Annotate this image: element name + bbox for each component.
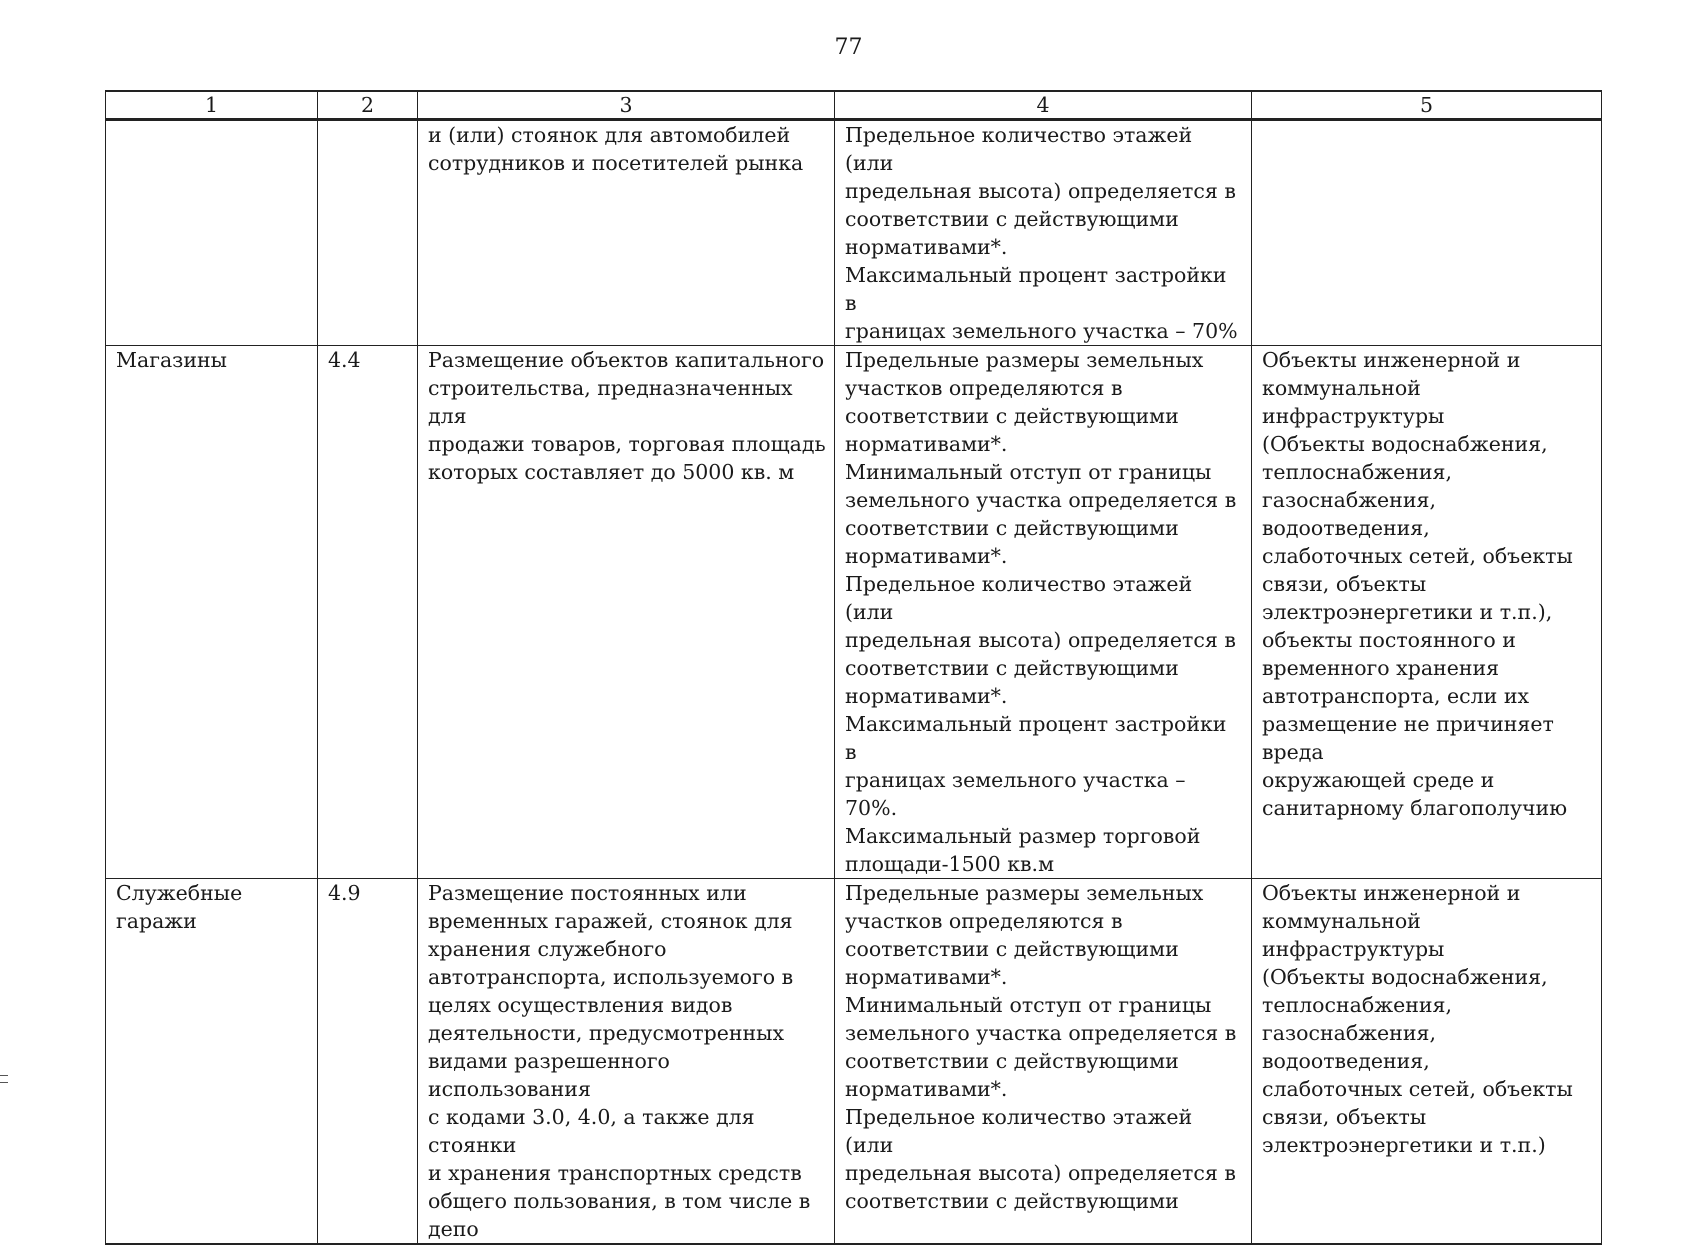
auxiliary-uses-cell [1252,120,1602,346]
parameters-cell: Предельные размеры земельных участков определяются в соответствии с действующими нормативами*. Минимальный отступ от границы земельного участка определяется в соответствии с действующими нормативами*. Предельное количество этажей (или предельная высота) определяется в соответствии с действующими нормативами*. Максимальный процент застройки в границах земельного участка – 70%. Максимальный размер торговой площади-1500 кв.м [835,346,1252,879]
parameters-cell: Предельное количество этажей (или предельная высота) определяется в соответствии с действующими нормативами*. Максимальный процент застройки в границах земельного участка – 70% [835,120,1252,346]
auxiliary-uses-cell: Объекты инженерной и коммунальной инфраструктуры (Объекты водоснабжения, теплоснабжения, газоснабжения, водоотведения, слаботочных сетей, объекты связи, объекты электроэнергетики и т.п.), объекты постоянного и временного хранения автотранспорта, если их размещение не причиняет вреда окружающей среде и санитарному благополучию [1252,346,1602,879]
page-number: 77 [834,35,863,60]
use-description-cell: Размещение объектов капитального строительства, предназначенных для продажи товаров, торговая площадь которых составляет до 5000 кв. м [418,346,835,879]
use-description-cell: Размещение постоянных или временных гаражей, стоянок для хранения служебного автотранспорта, используемого в целях осуществления видов деятельности, предусмотренных видами разрешенного использования с кодами 3.0, 4.0, а также для стоянки и хранения транспортных средств общего пользования, в том числе в депо [418,879,835,1245]
table-row [106,879,1602,1245]
column-header: 3 [418,91,835,120]
use-name-cell: Магазины [106,346,318,879]
use-name-cell [106,120,318,346]
table-row [106,346,1602,879]
auxiliary-uses-cell: Объекты инженерной и коммунальной инфраструктуры (Объекты водоснабжения, теплоснабжения, газоснабжения, водоотведения, слаботочных сетей, объекты связи, объекты электроэнергетики и т.п.) [1252,879,1602,1245]
parameters-cell: Предельные размеры земельных участков определяются в соответствии с действующими нормативами*. Минимальный отступ от границы земельного участка определяется в соответствии с действующими нормативами*. Предельное количество этажей (или предельная высота) определяется в соответствии с действующими [835,879,1252,1245]
use-description-cell: и (или) стоянок для автомобилей сотрудников и посетителей рынка [418,120,835,346]
column-header: 5 [1252,91,1602,120]
scan-edge-mark [0,1075,8,1083]
use-code-cell [318,120,418,346]
table-row [106,120,1602,346]
use-name-cell: Служебные гаражи [106,879,318,1245]
use-code-cell: 4.4 [318,346,418,879]
column-header: 2 [318,91,418,120]
column-header: 4 [835,91,1252,120]
zoning-table [105,90,1602,1245]
use-code-cell: 4.9 [318,879,418,1245]
column-header: 1 [106,91,318,120]
table-header-row [106,91,1602,120]
